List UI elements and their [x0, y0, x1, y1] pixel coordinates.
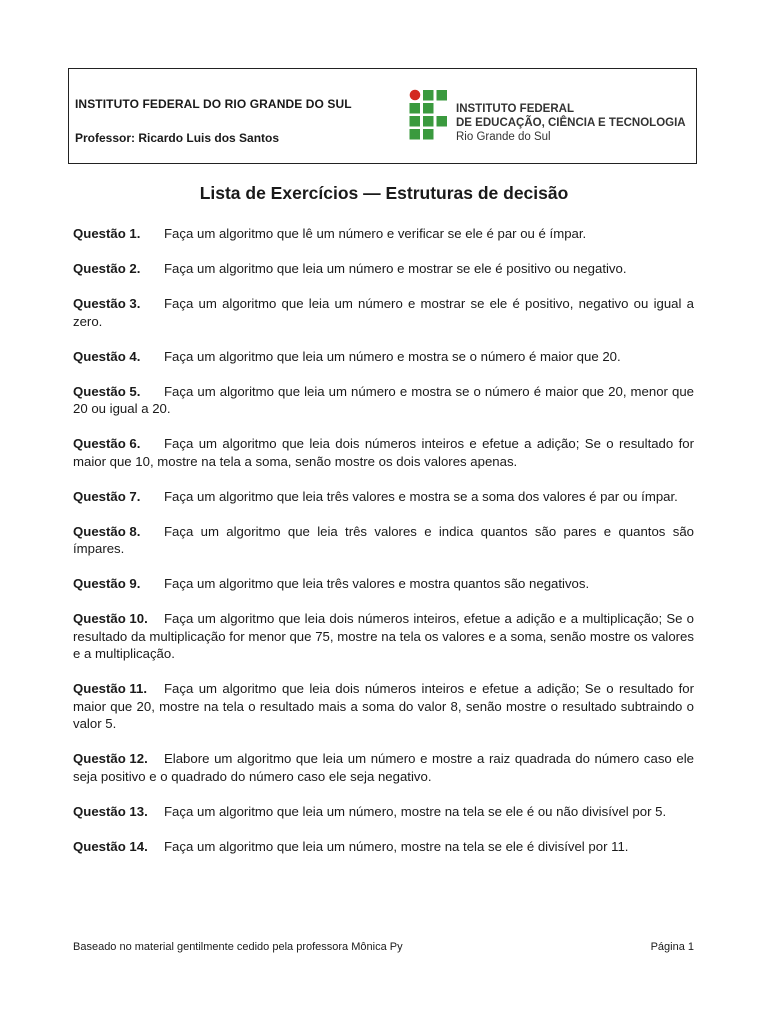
question-label: Questão 10.: [73, 611, 148, 626]
question-item: [73, 803, 694, 821]
question-item: [73, 295, 694, 330]
question-label: Questão 13.: [73, 803, 148, 819]
question-label: Questão 11.: [73, 681, 148, 696]
page-number: Página 1: [650, 941, 694, 953]
question-label: Questão 4.: [73, 348, 141, 364]
question-item: [73, 225, 694, 243]
question-text: Faça um algoritmo que leia três valores e mostra se a soma dos valores é par ou ímpar.: [164, 488, 678, 504]
institution-logo: [409, 89, 691, 141]
question-item: [73, 260, 694, 278]
question-item: [73, 348, 694, 366]
question-item: [73, 680, 694, 733]
question-item: [73, 610, 694, 663]
question-item: [73, 383, 694, 418]
professor-name: Professor: Ricardo Luis dos Santos: [75, 131, 280, 145]
logo-line-1: INSTITUTO FEDERAL: [456, 103, 574, 115]
question-label: Questão 5.: [73, 383, 141, 399]
question-label: Questão 8.: [73, 523, 141, 539]
question-label: Questão 7.: [73, 488, 141, 504]
ifrs-logo-icon: [409, 89, 449, 141]
question-item: [73, 523, 694, 558]
logo-line-2: DE EDUCAÇÃO, CIÊNCIA E TECNOLOGIA: [456, 117, 686, 129]
question-text: Faça um algoritmo que leia um número e mostra se o número é maior que 20.: [164, 348, 621, 364]
question-label: Questão 1.: [73, 226, 141, 241]
question-label: Questão 6.: [73, 436, 141, 451]
question-label: Questão 3.: [73, 296, 141, 311]
question-text: Faça um algoritmo que leia um número e mostrar se ele é positivo, negativo ou igual a zero.: [73, 296, 694, 329]
question-text: Faça um algoritmo que lê um número e verificar se ele é par ou é ímpar.: [164, 226, 587, 241]
question-text: Elabore um algoritmo que leia um número e mostre a raiz quadrada do número caso ele seja positivo e o quadrado do número caso ele seja negativo.: [73, 751, 694, 784]
question-item: [73, 575, 694, 593]
question-text: Faça um algoritmo que leia um número, mostre na tela se ele é ou não divisível por 5.: [164, 803, 667, 819]
question-label: Questão 9.: [73, 576, 141, 591]
institution-name: INSTITUTO FEDERAL DO RIO GRANDE DO SUL: [75, 97, 352, 111]
question-text: Faça um algoritmo que leia dois números inteiros, efetue a adição e a multiplicação; Se o resultado da multiplicação for menor que 75, mostre na tela os valores e a soma, senão mostre os valores e a multiplicação.: [73, 611, 694, 661]
logo-line-3: Rio Grande do Sul: [456, 131, 551, 143]
question-label: Questão 14.: [73, 838, 148, 854]
question-text: Faça um algoritmo que leia um número, mostre na tela se ele é divisível por 11.: [164, 838, 629, 854]
logo-text: [456, 102, 686, 144]
question-item: [73, 488, 694, 506]
question-item: [73, 838, 694, 856]
document-title: Lista de Exercícios — Estruturas de decisão: [199, 183, 569, 203]
question-item: [73, 750, 694, 785]
question-text: Faça um algoritmo que leia três valores e indica quantos são pares e quantos são ímpares.: [73, 523, 694, 556]
question-item: [73, 435, 694, 470]
question-list: [73, 225, 694, 873]
question-text: Faça um algoritmo que leia três valores e mostra quantos são negativos.: [164, 576, 590, 591]
question-text: Faça um algoritmo que leia dois números inteiros e efetue a adição; Se o resultado for maior que 10, mostre na tela a soma, senão mostre os dois valores apenas.: [73, 436, 694, 469]
question-text: Faça um algoritmo que leia um número e mostra se o número é maior que 20, menor que 20 ou igual a 20.: [73, 383, 694, 416]
question-label: Questão 2.: [73, 261, 141, 276]
footer-credit: Baseado no material gentilmente cedido pela professora Mônica Py: [73, 941, 403, 953]
question-text: Faça um algoritmo que leia dois números inteiros e efetue a adição; Se o resultado for maior que 20, mostre na tela o resultado mais a soma do valor 8, senão mostre o resultado subtraindo o valor 5.: [73, 681, 694, 731]
header-box: [68, 68, 697, 164]
question-label: Questão 12.: [73, 751, 148, 766]
question-text: Faça um algoritmo que leia um número e mostrar se ele é positivo ou negativo.: [164, 261, 627, 276]
